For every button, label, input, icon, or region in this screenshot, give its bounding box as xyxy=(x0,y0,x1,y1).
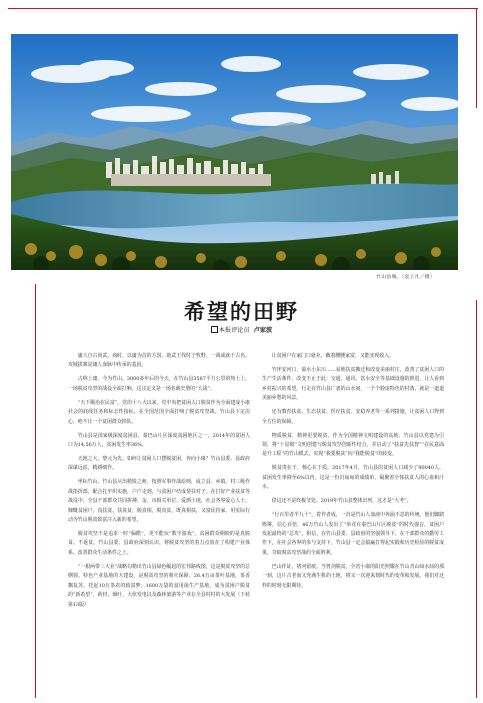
left-column-paragraph: “一根两带三大业”战略勾勒出竹山县绿色崛起的宏伟路线图，这是脱贫攻坚的总纲领。特色产业基地的大建设，是脱贫攻坚的刹火保障。26.4万亩茶叶基地，茶香飘复苏，托起10万茶农的致富梦；1600万袋的食用菌生产基地，成为贫困户脱贫的“新希望”，药材、烟叶、大伙发电以及森林旅游等产业在全县村村的大发展（下转第13版） xyxy=(68,563,250,608)
left-column-paragraph: 坐标竹山，竹山县尽出精锐之师，按照军事作战原则，成立县、乡镇、村三级作战指挥部，配合扎牢织实施，户户走到，与贫困户结成帮扶对子。在打好产业扶贫等战役中，全县干部群众共同拼搏，金、市相关单位、爱洒土地，社会各界爱心人士、慷慨贫困户，真扶贫、扶真贫，脱真相，脱真贫，既真相扶，又富民持家，用实际行动为竹山脱贫致富注入新的希望。 xyxy=(68,479,250,524)
right-margin-rule xyxy=(476,8,477,108)
left-column-paragraph: 天地之大，黎元为先。如何让贫困人口摆脱贫困，奔向小康？竹山县委、县政府深谋远虑，精耕细作。 xyxy=(68,456,250,472)
right-column-paragraph: 巴山作证，堵河留痕。当曾剑脱贫，全省小康的阳光照耀在竹山青山绿水间的那一刻，这片古老而又充满生机的土地，将又一次迎来划时代的变革和发展。我们对这样的时刻无限期待。 xyxy=(262,563,444,589)
right-column-paragraph: 让贫困户在家门口就业，敞着腰腰家富，又能实现收入。 xyxy=(271,353,395,359)
article-byline xyxy=(0,325,483,334)
right-column-paragraph: 脱贫贵在干，核心在于质。2017年4月，竹山县的贫困人口减少了90040人，贫困发生率降至6%以内。这是一份沉甸甸的成绩单，凝聚着全体扶贫人的心血和汗水。 xyxy=(262,465,444,491)
right-column-paragraph: 物质脱贫，精神更要脱贫。作为全国精神文明建设的高地，竹山县以党建为引领，将“十星级”文明创建与脱贫攻坚创新性结合，并启动了“扶贫先扶智”“在民意面是升工程”的竹山模式，实现“我要脱贫”向“我能脱贫”的转变。 xyxy=(262,432,444,458)
left-margin-rule xyxy=(35,284,36,698)
right-margin-rule-lower xyxy=(476,300,477,698)
article-title: 希望的田野 xyxy=(184,299,299,324)
photo-caption: 竹山县城。（袁子凡／摄） xyxy=(376,275,435,280)
byline-author: 卢家波 xyxy=(253,327,273,334)
article-column-right xyxy=(262,352,444,596)
right-column-paragraph: 供这还不是终极节处。2019年竹山县整体出列，这才是“大考”。 xyxy=(271,498,412,505)
article-column-left xyxy=(68,352,250,615)
byline-square-icon xyxy=(211,326,218,333)
right-column-paragraph: 还有教育扶贫、生态扶贫、医疗扶贫、安稳养老等一系列措施，让贫困人口得到全方位的保障。 xyxy=(262,409,444,425)
byline-prefix: 本报评论员 xyxy=(218,327,250,334)
left-column-paragraph: 脱贫攻坚不是追求一时“偏酷”，更不能玩“数字游戏”。贫困群众期盼的是真脱贫、不返贫。竹山县委、县政府深刻认识，将脱贫攻坚的着力点放在了构建产业体系、改善群众生活条件之上。 xyxy=(68,531,250,556)
county-panorama-photo xyxy=(11,34,458,270)
right-column-paragraph: “行百里者半九十”。着作者成，一直是竹山人血液中奔涌不息的传统，他们脚踏铿锵，信心百倍，46万竹山人发出了“举竞在秦巴山片区脱贫”的时代强音，贫困户发起最终的“总攻”。相信，在竹山县委、县政府的坚强领导下，在干部群众的勤劳工作下，在社会各界的参与支持下，竹山县一定会搞赢打得起实践和历史检验的脱贫成果，夺取脱贫攻坚战的全面胜利。 xyxy=(262,512,444,556)
top-margin-rule xyxy=(8,8,478,9)
panorama-illustration xyxy=(11,34,458,270)
right-column-paragraph: 竹坪安河口，溢水小东川……易地扶贫搬迁和改变美丽村庄，改善了贫困人口的生产生活条件。改变不止于此：交通、通讯、饮水安全等基础设施的推进，让人看到乡村振兴的希望。行走在竹山县广袤的山水间，一个个脸庞特色的村落，就是一道道美丽乡愁的风景。 xyxy=(262,367,444,402)
left-column-paragraph: 古称上庸，今为竹山。3000多年后的今天，在竹山县3587平方公里的热土上，一场脱贫攻坚的战役全面打响，这注定又是一场名载史册的“大战”。 xyxy=(68,376,250,392)
left-column-paragraph: “天下顺治在民富”。党的十八大以来，党中央把贫困人口脱贫作为全面建成小康社会的底线任务和标志性指标，在全国范围全面打响了脱贫攻坚战。竹山县下定决心，绝不让一个贫困群众掉队。 xyxy=(68,399,250,425)
left-column-paragraph: 庸人自古尚武。商时，以庸为首的方国，助武王伐纣于牧野，一战成就千古名。攻城拔寨是庸人血脉中传承的基因。 xyxy=(68,353,250,369)
left-column-paragraph: 竹山县是国家级深度贫困县，秦巴山片区深度贫困地区之一，2014年的贫困人口为14.56万人，贫困发生率36%。 xyxy=(68,432,250,449)
